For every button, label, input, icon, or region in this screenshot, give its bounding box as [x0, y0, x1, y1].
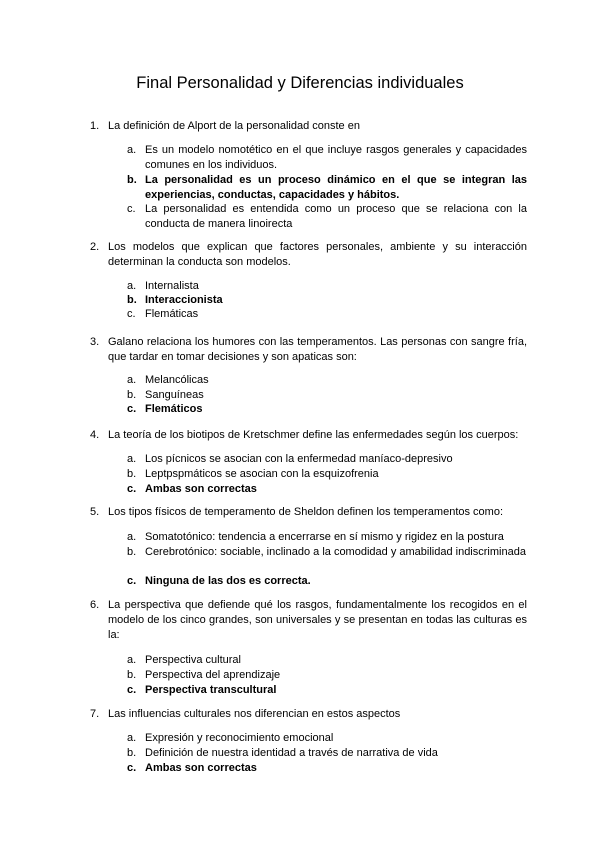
option-text: La personalidad es entendida como un proceso que se relaciona con la conducta de manera linoirecta — [145, 203, 527, 230]
option-letter: c. — [127, 575, 137, 587]
option-text: Ninguna de las dos es correcta. — [145, 575, 311, 587]
option-letter: c. — [127, 762, 137, 774]
option-letter: a. — [127, 531, 137, 543]
question-text: La definición de Alport de la personalidad conste en — [108, 120, 360, 132]
option-text: Expresión y reconocimiento emocional — [145, 732, 334, 744]
option-text: La personalidad es un proceso dinámico en el que se integran las experiencias, conductas, capacidades y hábitos. — [145, 174, 527, 201]
option-letter: c. — [127, 483, 137, 495]
option-letter: b. — [127, 174, 137, 186]
option-text: Cerebrotónico: sociable, inclinado a la comodidad y amabilidad indiscriminada — [145, 546, 526, 558]
option-letter: a. — [127, 654, 137, 666]
option-letter: a. — [127, 374, 137, 386]
option-letter: a. — [127, 732, 137, 744]
option-text: Leptpspmáticos se asocian con la esquizofrenia — [145, 468, 379, 480]
question-number: 5. — [90, 506, 100, 518]
question-text: Los tipos físicos de temperamento de Sheldon definen los temperamentos como: — [108, 506, 504, 518]
option-text: Internalista — [145, 280, 199, 292]
option-letter: c. — [127, 203, 136, 215]
page-title: Final Personalidad y Diferencias individuales — [136, 74, 464, 92]
question-number: 1. — [90, 120, 100, 132]
option-letter: b. — [127, 389, 137, 401]
question-text: La perspectiva que defiende qué los rasgos, fundamentalmente los recogidos en el modelo de los cinco grandes, son universales y se presentan en todas las culturas es la: — [108, 599, 527, 641]
question-text: Galano relaciona los humores con las temperamentos. Las personas con sangre fría, que tardar en tomar decisiones y son apaticas son: — [108, 336, 527, 363]
option-letter: a. — [127, 144, 137, 156]
option-letter: b. — [127, 468, 137, 480]
option-text: Ambas son correctas — [145, 483, 257, 495]
option-text: Interaccionista — [145, 294, 223, 306]
option-text: Sanguíneas — [145, 389, 204, 401]
option-text: Melancólicas — [145, 374, 209, 386]
option-text: Es un modelo nomotético en el que incluye rasgos generales y capacidades comunes en los individuos. — [145, 144, 527, 171]
option-letter: c. — [127, 403, 137, 415]
question-text: Las influencias culturales nos diferencian en estos aspectos — [108, 708, 401, 720]
option-letter: b. — [127, 669, 137, 681]
option-letter: a. — [127, 280, 137, 292]
option-letter: a. — [127, 453, 137, 465]
question-text: Los modelos que explican que factores personales, ambiente y su interacción determinan la conducta son modelos. — [108, 241, 527, 268]
option-text: Perspectiva del aprendizaje — [145, 669, 281, 681]
option-text: Flemáticos — [145, 403, 203, 415]
question-number: 2. — [90, 241, 100, 253]
question-number: 3. — [90, 336, 100, 348]
option-text: Definición de nuestra identidad a través de narrativa de vida — [145, 747, 438, 759]
option-text: Ambas son correctas — [145, 762, 257, 774]
option-text: Somatotónico: tendencia a encerrarse en sí mismo y rigidez en la postura — [145, 531, 504, 543]
question-number: 6. — [90, 599, 100, 611]
option-text: Perspectiva cultural — [145, 654, 241, 666]
option-letter: b. — [127, 294, 137, 306]
question-text: La teoría de los biotipos de Kretschmer define las enfermedades según los cuerpos: — [108, 429, 519, 441]
option-text: Perspectiva transcultural — [145, 684, 277, 696]
option-letter: c. — [127, 684, 137, 696]
option-letter: b. — [127, 546, 137, 558]
option-text: Los pícnicos se asocian con la enfermedad maníaco-depresivo — [145, 453, 453, 465]
question-number: 7. — [90, 708, 100, 720]
option-text: Flemáticas — [145, 308, 199, 320]
question-number: 4. — [90, 429, 100, 441]
option-letter: c. — [127, 308, 136, 320]
option-letter: b. — [127, 747, 137, 759]
